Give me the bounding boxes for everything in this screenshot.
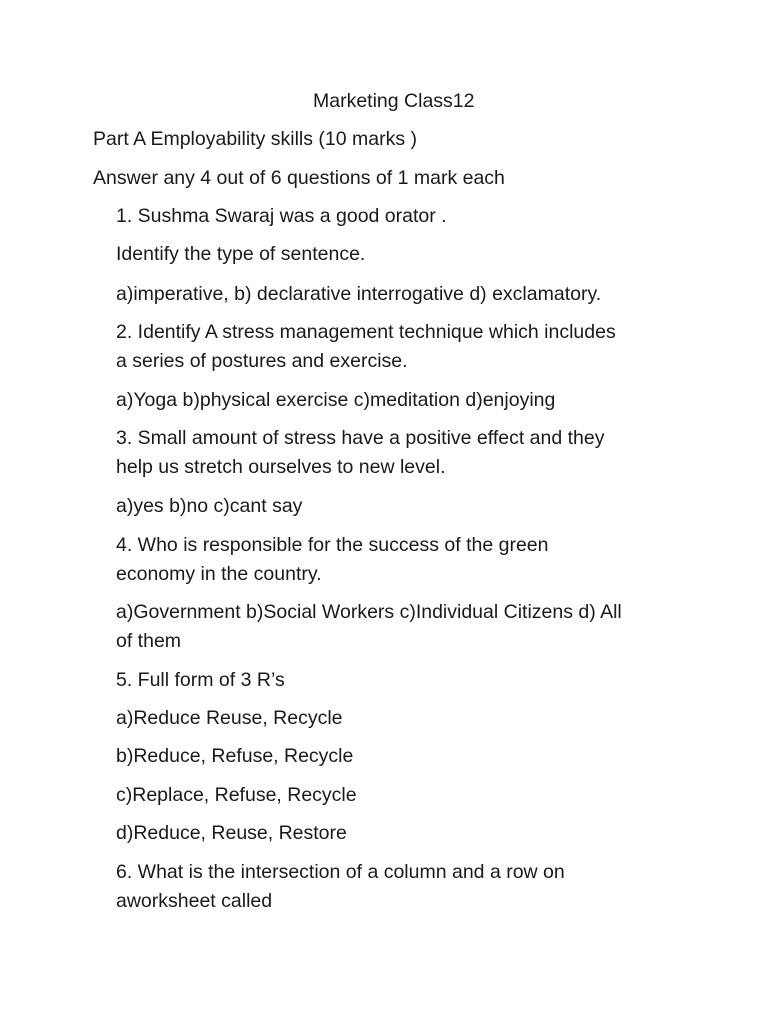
question-4-text-cont: economy in the country. bbox=[116, 563, 322, 585]
question-3-text-cont: help us stretch ourselves to new level. bbox=[116, 456, 446, 478]
question-1-text: 1. Sushma Swaraj was a good orator . bbox=[116, 205, 447, 227]
question-3-text: 3. Small amount of stress have a positive effect and they bbox=[116, 427, 605, 449]
question-4-options-cont: of them bbox=[116, 630, 182, 652]
question-6-text: 6. What is the intersection of a column and a row on bbox=[116, 861, 565, 883]
question-2-text-cont: a series of postures and exercise. bbox=[116, 350, 408, 372]
instruction-text: Answer any 4 out of 6 questions of 1 mark each bbox=[93, 167, 505, 189]
question-5-option-d: d)Reduce, Reuse, Restore bbox=[116, 822, 347, 844]
question-5-text: 5. Full form of 3 R’s bbox=[116, 669, 285, 691]
question-1-prompt: Identify the type of sentence. bbox=[116, 243, 366, 265]
question-4-options: a)Government b)Social Workers c)Individual Citizens d) All bbox=[116, 601, 622, 623]
question-2-options: a)Yoga b)physical exercise c)meditation d)enjoying bbox=[116, 389, 556, 411]
question-5-option-c: c)Replace, Refuse, Recycle bbox=[116, 784, 357, 806]
question-1-options: a)imperative, b) declarative interrogative d) exclamatory. bbox=[116, 283, 602, 305]
question-3-options: a)yes b)no c)cant say bbox=[116, 495, 303, 517]
question-5-option-b: b)Reduce, Refuse, Recycle bbox=[116, 745, 354, 767]
question-6-text-cont: aworksheet called bbox=[116, 890, 273, 912]
question-2-text: 2. Identify A stress management technique which includes bbox=[116, 321, 616, 343]
question-4-text: 4. Who is responsible for the success of the green bbox=[116, 534, 549, 556]
question-5-option-a: a)Reduce Reuse, Recycle bbox=[116, 707, 343, 729]
part-heading: Part A Employability skills (10 marks ) bbox=[93, 128, 418, 150]
document-title: Marketing Class12 bbox=[313, 90, 475, 112]
